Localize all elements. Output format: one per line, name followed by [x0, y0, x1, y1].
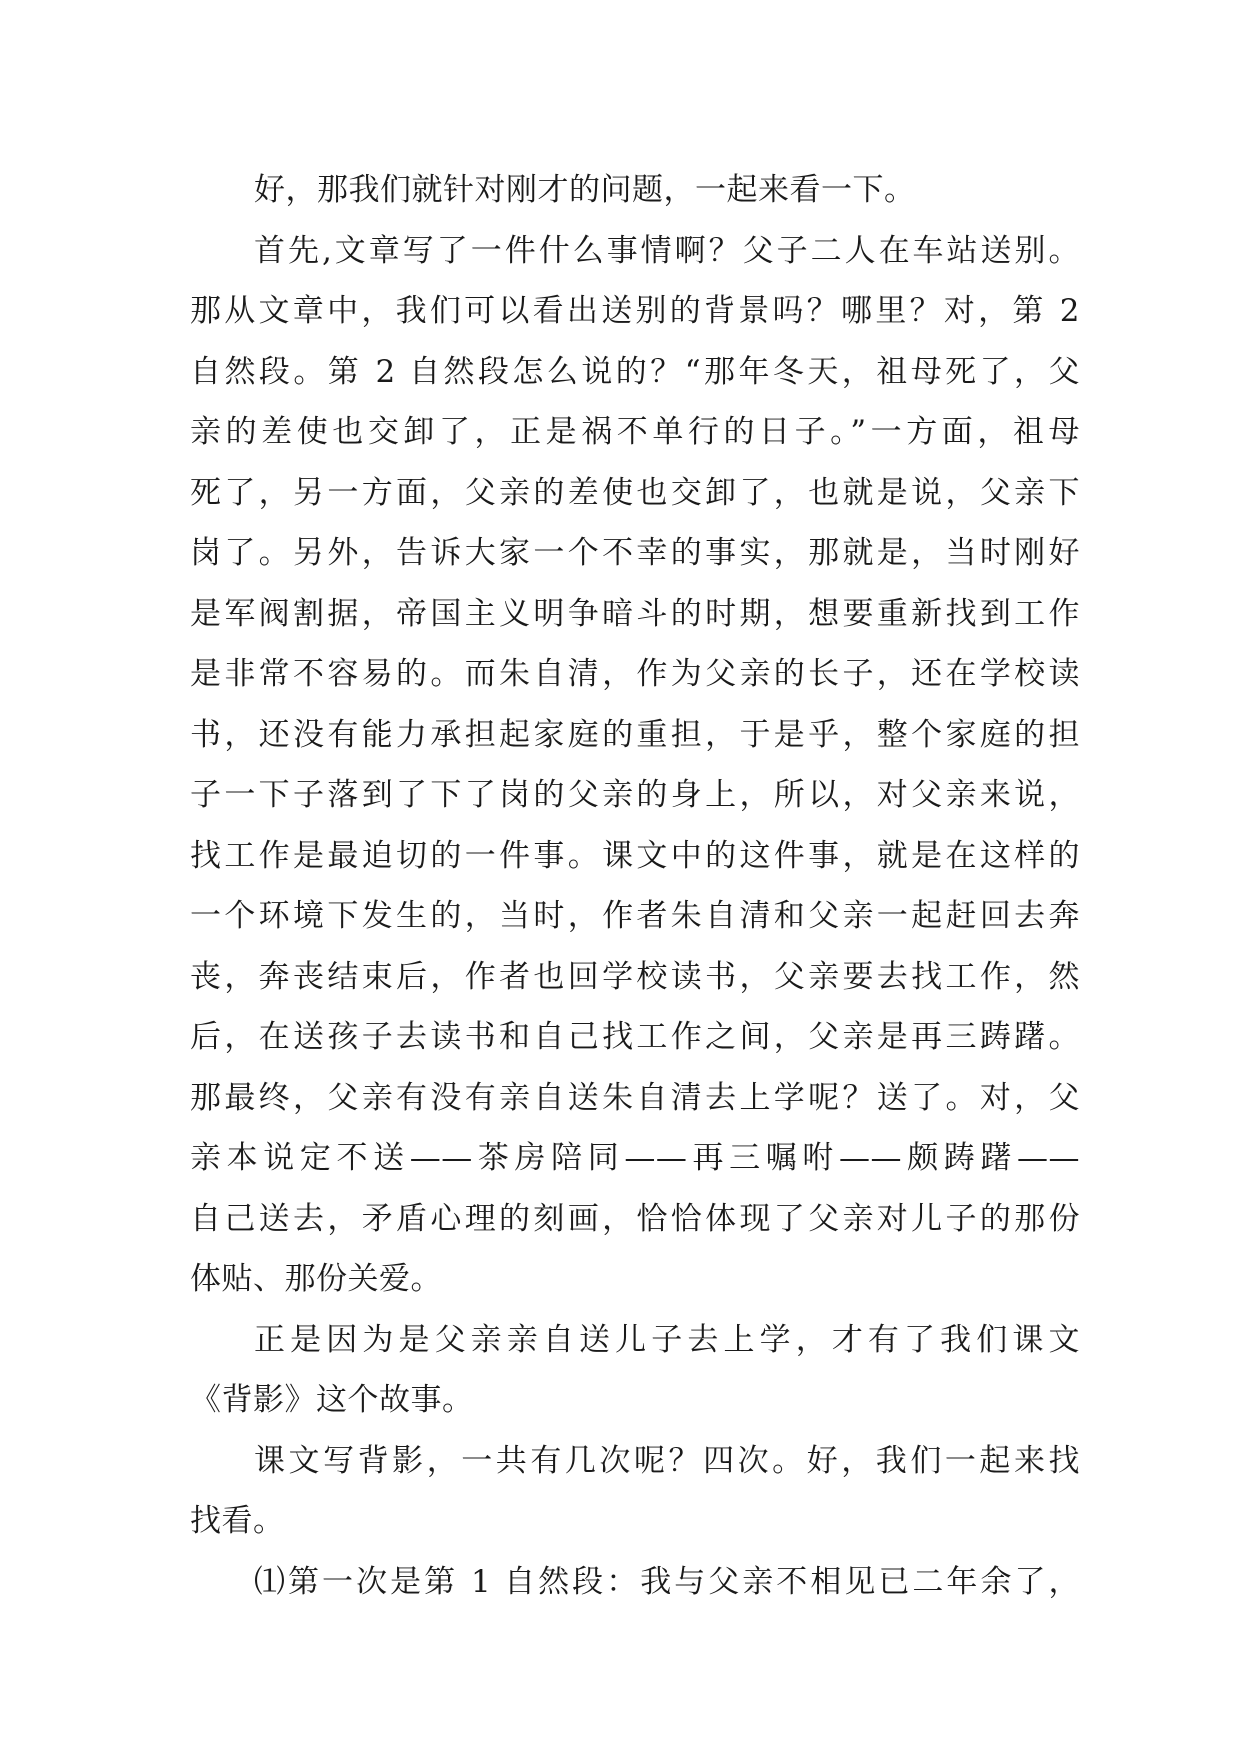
text-line: 正是因为是父亲亲自送儿子去上学，才有了我们课文: [254, 1321, 1080, 1358]
text-line: 好，那我们就针对刚才的问题，一起来看一下。: [254, 172, 916, 208]
text-line: 体贴、那份关爱。: [190, 1261, 442, 1297]
text-line: 亲本说定不送——茶房陪同——再三嘱咐——颇踌躇——: [190, 1140, 1080, 1176]
text-line: 那最终，父亲有没有亲自送朱自清去上学呢？送了。对，父: [190, 1079, 1080, 1116]
text-line: 丧，奔丧结束后，作者也回学校读书，父亲要去找工作，然: [190, 958, 1080, 995]
text-line: 《背影》这个故事。: [190, 1382, 474, 1418]
text-line: 书，还没有能力承担起家庭的重担，于是乎，整个家庭的担: [190, 716, 1080, 753]
text-line: 子一下子落到了下了岗的父亲的身上，所以，对父亲来说，: [190, 777, 1080, 813]
text-line: 自己送去，矛盾心理的刻画，恰恰体现了父亲对儿子的那份: [190, 1200, 1080, 1237]
text-line: 找看。: [190, 1503, 285, 1539]
text-line: 找工作是最迫切的一件事。课文中的这件事，就是在这样的: [190, 837, 1080, 874]
text-line: 亲的差使也交卸了，正是祸不单行的日子。”一方面，祖母: [190, 414, 1080, 450]
text-line: 后，在送孩子去读书和自己找工作之间，父亲是再三踌躇。: [190, 1019, 1080, 1055]
text-line: 是军阀割据，帝国主义明争暗斗的时期，想要重新找到工作: [190, 595, 1080, 632]
text-line: 自然段。第 2 自然段怎么说的？“那年冬天，祖母死了，父: [190, 353, 1080, 390]
text-line: 岗了。另外，告诉大家一个不幸的事实，那就是，当时刚好: [190, 535, 1080, 571]
text-line: 首先,文章写了一件什么事情啊？父子二人在车站送别。: [254, 232, 1080, 269]
document-body: [190, 160, 1080, 1612]
text-line: 一个环境下发生的，当时，作者朱自清和父亲一起赶回去奔: [190, 898, 1080, 934]
text-line: 课文写背影，一共有几次呢？四次。好，我们一起来找: [254, 1442, 1080, 1479]
text-line: 死了，另一方面，父亲的差使也交卸了，也就是说，父亲下: [190, 474, 1080, 511]
text-line: 那从文章中，我们可以看出送别的背景吗？哪里？对，第 2: [190, 293, 1080, 329]
text-line: ⑴第一次是第 1 自然段：我与父亲不相见已二年余了，: [254, 1563, 1080, 1600]
text-line: 是非常不容易的。而朱自清，作为父亲的长子，还在学校读: [190, 656, 1080, 692]
